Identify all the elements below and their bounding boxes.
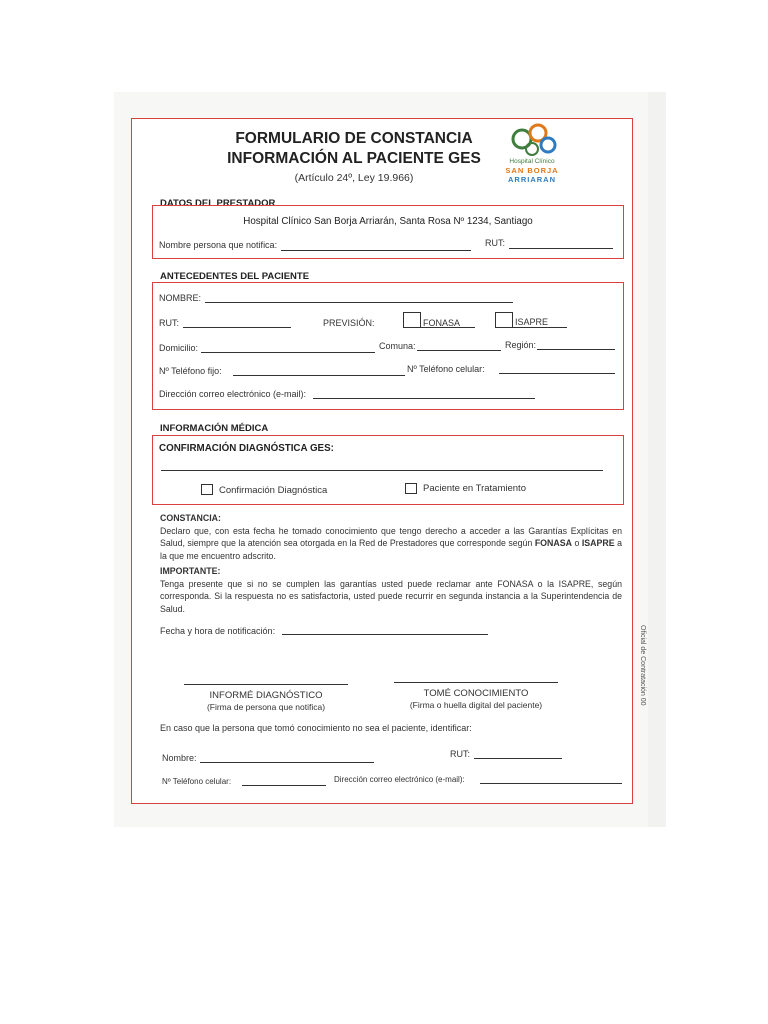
prestador-rut-field[interactable] <box>509 248 613 249</box>
section-prestador: DATOS DEL PRESTADOR <box>160 198 276 209</box>
tercero-email-field[interactable] <box>480 783 622 784</box>
importante-text: Tenga presente que si no se cumplen las garantías usted puede reclamar ante FONASA o la ISAPRE, según corresponda. Si la respuesta no es satisfactoria, usted puede recurrir en segunda instancia a la Superintendencia de Salud. <box>160 578 622 614</box>
tercero-rut-field[interactable] <box>474 758 562 759</box>
constancia-text-3: a la que me encuentro adscrito. <box>160 538 622 561</box>
domicilio-label: Domicilio: <box>159 343 199 353</box>
title-line-1: FORMULARIO DE CONSTANCIA <box>235 130 473 147</box>
paciente-tratamiento-label: Paciente en Tratamiento <box>423 483 526 494</box>
hospital-logo-text <box>492 157 572 184</box>
section-paciente: ANTECEDENTES DEL PACIENTE <box>160 271 310 282</box>
confirmacion-title: CONFIRMACIÓN DIAGNÓSTICA GES: <box>159 443 334 454</box>
importante-block <box>160 565 622 615</box>
notifier-label: Nombre persona que notifica: <box>159 240 278 250</box>
tercero-email-label: Dirección correo electrónico (e-mail): <box>334 775 465 784</box>
constancia-isapre: ISAPRE <box>581 538 615 548</box>
notificacion-label: Fecha y hora de notificación: <box>160 626 276 636</box>
logo-small-text: Hospital Clínico <box>509 158 555 165</box>
title-line-2: INFORMACIÓN AL PACIENTE GES <box>227 150 481 167</box>
isapre-label: ISAPRE <box>515 317 549 327</box>
prestador-box <box>152 205 624 259</box>
paciente-tratamiento-checkbox[interactable] <box>405 483 417 494</box>
form-subtitle: (Artículo 24º, Ley 19.966) <box>294 172 414 184</box>
telefono-fijo-field[interactable] <box>233 375 405 376</box>
confirmacion-diagnostica-checkbox[interactable] <box>201 484 213 495</box>
section-medica: INFORMACIÓN MÉDICA <box>160 423 269 434</box>
firma-notifica-line[interactable] <box>184 684 348 685</box>
fonasa-label: FONASA <box>423 318 461 328</box>
isapre-underline <box>513 327 567 328</box>
paciente-nombre-label: NOMBRE: <box>159 293 202 303</box>
firma-right-title: TOMÉ CONOCIMIENTO <box>423 688 529 699</box>
paciente-email-label: Dirección correo electrónico (e-mail): <box>159 389 307 399</box>
logo-line-2: ARRIARAN <box>508 175 556 184</box>
tercero-telefono-label: Nº Teléfono celular: <box>162 777 232 786</box>
paciente-rut-field[interactable] <box>183 327 291 328</box>
confirmacion-diagnostica-label: Confirmación Diagnóstica <box>219 485 328 496</box>
prestador-rut-label: RUT: <box>485 238 505 248</box>
tercero-rut-label: RUT: <box>450 749 470 759</box>
constancia-text <box>160 525 622 563</box>
telefono-celular-label: Nº Teléfono celular: <box>407 364 485 374</box>
prevision-label: PREVISIÓN: <box>323 318 375 328</box>
fonasa-underline <box>421 327 475 328</box>
constancia-fonasa: FONASA <box>534 538 572 548</box>
paciente-email-field[interactable] <box>313 398 535 399</box>
tercero-nombre-field[interactable] <box>200 762 374 763</box>
firma-paciente-line[interactable] <box>394 682 558 683</box>
telefono-celular-field[interactable] <box>499 373 615 374</box>
notificacion-field[interactable] <box>282 634 488 635</box>
firma-right-sub: (Firma o huella digital del paciente) <box>409 700 543 710</box>
firma-left-sub: (Firma de persona que notifica) <box>206 702 326 712</box>
comuna-label: Comuna: <box>379 341 416 351</box>
isapre-checkbox[interactable] <box>495 312 513 328</box>
constancia-block <box>160 512 622 562</box>
comuna-field[interactable] <box>417 350 501 351</box>
paciente-nombre-field[interactable] <box>205 302 513 303</box>
logo-line-1: SAN BORJA <box>505 166 559 175</box>
region-label: Región: <box>505 340 537 350</box>
side-vertical-text: Oficial de Contratación 00 <box>639 625 646 706</box>
importante-heading: IMPORTANTE: <box>160 566 221 576</box>
medica-box <box>152 435 624 505</box>
paciente-rut-label: RUT: <box>159 318 179 328</box>
constancia-heading: CONSTANCIA: <box>160 513 221 523</box>
diagnostico-field[interactable] <box>161 470 603 471</box>
firma-left-title: INFORMÉ DIAGNÓSTICO <box>209 690 323 701</box>
form-title <box>204 129 504 169</box>
constancia-text-2: o <box>571 538 582 548</box>
domicilio-field[interactable] <box>201 352 375 353</box>
prestador-address: Hospital Clínico San Borja Arriarán, Santa Rosa Nº 1234, Santiago <box>243 216 533 227</box>
constancia-text-1: Declaro que, con esta fecha he tomado conocimiento que tengo derecho a acceder a las Garantías Explícitas en Salud, siempre que la atención sea otorgada en la Red de Prestadores que corresponde según <box>160 525 622 548</box>
scan-edge-strip <box>648 92 666 827</box>
fonasa-checkbox[interactable] <box>403 312 421 328</box>
tercero-nombre-label: Nombre: <box>162 753 197 763</box>
tercero-telefono-field[interactable] <box>242 785 326 786</box>
telefono-fijo-label: Nº Teléfono fijo: <box>159 366 222 376</box>
region-field[interactable] <box>537 349 615 350</box>
notifier-field[interactable] <box>281 250 471 251</box>
ges-constancia-form <box>131 118 633 804</box>
tercero-intro: En caso que la persona que tomó conocimiento no sea el paciente, identificar: <box>160 723 472 733</box>
paciente-box <box>152 282 624 410</box>
